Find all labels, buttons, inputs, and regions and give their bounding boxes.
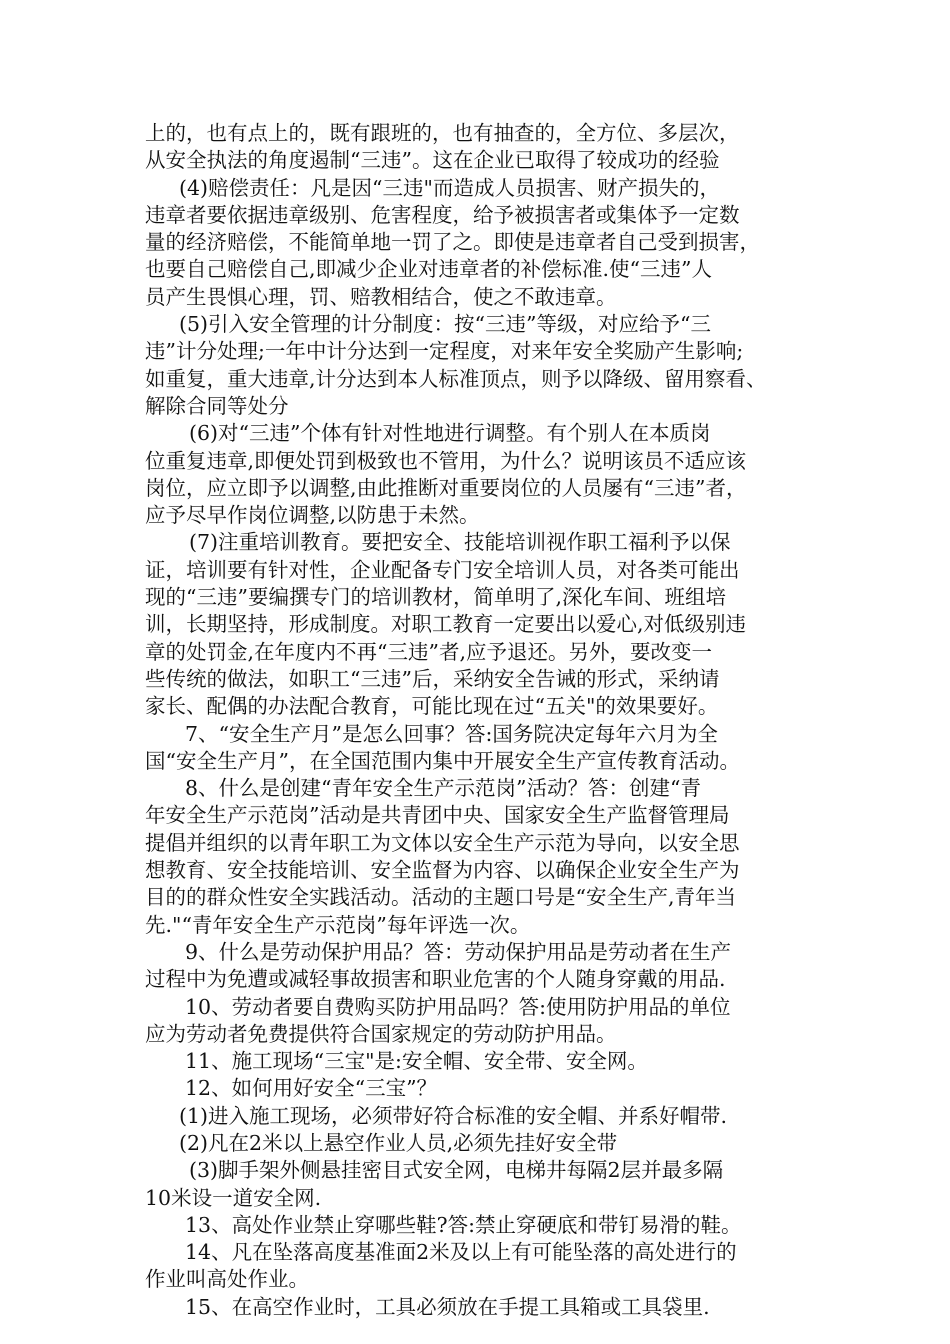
text-line: 应为劳动者免费提供符合国家规定的劳动防护用品。 (145, 1021, 617, 1046)
text-line: 解除合同等处分 (145, 393, 289, 418)
text-line: (4)赔偿责任：凡是因“三违"而造成人员损害、财产损失的， (179, 175, 720, 200)
text-line: 也要自己赔偿自己,即减少企业对违章者的补偿标准.使“三违”人 (145, 257, 712, 282)
text-line: 15、在高空作业时，工具必须放在手提工具箱或工具袋里. (185, 1294, 710, 1319)
text-line: 作业叫高处作业。 (145, 1267, 309, 1292)
text-line: 12、如何用好安全“三宝”？ (185, 1076, 438, 1101)
text-line: 些传统的做法，如职工“三违”后，采纳安全告诫的形式，采纳请 (145, 666, 720, 691)
text-line: 证，培训要有针对性，企业配备专门安全培训人员，对各类可能出 (145, 557, 740, 582)
text-line: 11、施工现场“三宝"是:安全帽、安全带、安全网。 (185, 1049, 648, 1074)
text-line: 员产生畏惧心理，罚、赔教相结合，使之不敢违章。 (145, 284, 617, 309)
text-line: (3)脚手架外侧悬挂密目式安全网，电梯井每隔2层并最多隔 (189, 1158, 724, 1183)
text-line: 如重复，重大违章,计分达到本人标准顶点，则予以降级、留用察看、 (145, 366, 767, 391)
text-line: 提倡并组织的以青年职工为文体以安全生产示范为导向，以安全思 (145, 830, 740, 855)
text-line: 上的，也有点上的，既有跟班的，也有抽查的，全方位、多层次， (145, 121, 740, 145)
text-line: 先."“青年安全生产示范岗”每年评选一次。 (145, 912, 531, 937)
text-line: 应予尽早作岗位调整,以防患于未然。 (145, 503, 480, 528)
document-body (145, 120, 815, 1321)
text-line: 岗位，应立即予以调整,由此推断对重要岗位的人员屡有“三违”者， (145, 475, 747, 500)
text-line: 量的经济赔偿，不能简单地一罚了之。即使是违章者自己受到损害， (145, 230, 760, 255)
text-line: 章的处罚金,在年度内不再“三违”者,应予退还。另外，要改变一 (145, 639, 712, 664)
text-line: 违”计分处理;一年中计分达到一定程度，对来年安全奖励产生影响; (145, 339, 744, 364)
text-line: (2)凡在2米以上悬空作业人员,必须先挂好安全带 (179, 1130, 618, 1155)
text-line: 过程中为免遭或减轻事故损害和职业危害的个人随身穿戴的用品. (145, 967, 726, 992)
text-line: (1)进入施工现场，必须带好符合标准的安全帽、并系好帽带. (179, 1103, 728, 1128)
text-line: 家长、配偶的办法配合教育，可能比现在过“五关"的效果要好。 (145, 694, 719, 719)
text-line: 从安全执法的角度遏制“三违”。这在企业已取得了较成功的经验 (145, 148, 720, 173)
text-line: 14、凡在坠落高度基准面2米及以上有可能坠落的高处进行的 (185, 1240, 737, 1265)
text-line: 想教育、安全技能培训、安全监督为内容、以确保企业安全生产为 (145, 858, 740, 883)
text-line: 国“安全生产月”，在全国范围内集中开展安全生产宣传教育活动。 (145, 748, 740, 773)
text-line: 9、什么是劳动保护用品？答：劳动保护用品是劳动者在生产 (185, 939, 732, 964)
text-line: 8、什么是创建“青年安全生产示范岗”活动？答：创建“青 (185, 776, 701, 801)
text-line: 训，长期坚持，形成制度。对职工教育一定要出以爱心,对低级别违 (145, 612, 747, 637)
text-line: (7)注重培训教育。要把安全、技能培训视作职工福利予以保 (189, 530, 731, 555)
text-line: 现的“三违”要编撰专门的培训教材，简单明了,深化车间、班组培 (145, 585, 726, 610)
text-line: 7、“安全生产月”是怎么回事？答:国务院决定每年六月为全 (185, 721, 718, 746)
text-line: 13、高处作业禁止穿哪些鞋?答:禁止穿硬底和带钉易滑的鞋。 (185, 1212, 742, 1237)
text-line: (5)引入安全管理的计分制度：按“三违”等级，对应给予“三 (179, 312, 711, 337)
text-line: 目的的群众性安全实践活动。活动的主题口号是“安全生产,青年当 (145, 885, 736, 910)
text-line: 位重复违章,即便处罚到极致也不管用，为什么？说明该员不适应该 (145, 448, 747, 473)
text-line: (6)对“三违”个体有针对性地进行调整。有个别人在本质岗 (189, 421, 711, 446)
text-line: 10、劳动者要自费购买防护用品吗？答:使用防护用品的单位 (185, 994, 731, 1019)
text-line: 违章者要依据违章级别、危害程度，给予被损害者或集体予一定数 (145, 202, 740, 227)
text-line: 10米设一道安全网. (145, 1185, 322, 1210)
text-line: 年安全生产示范岗”活动是共青团中央、国家安全生产监督管理局 (145, 803, 730, 828)
